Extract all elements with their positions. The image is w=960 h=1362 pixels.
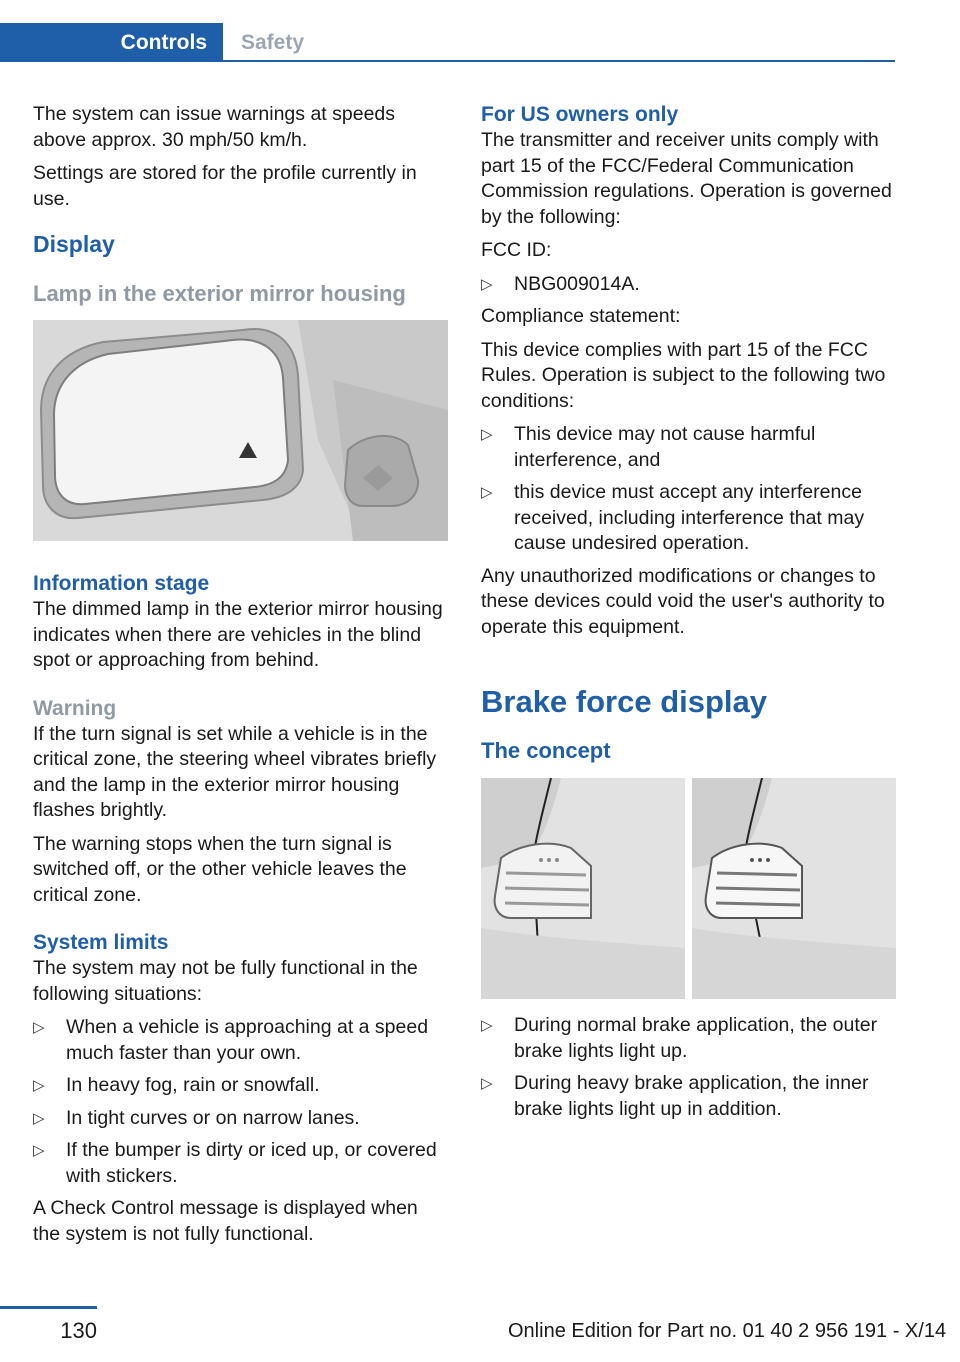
list-item-text: During normal brake application, the outer brake lights light up. — [514, 1014, 878, 1062]
heading-information-stage: Information stage — [33, 572, 210, 595]
list-item — [481, 1071, 896, 1122]
triangle-bullet-icon: ▷ — [33, 1077, 45, 1094]
list-item-text: If the bumper is dirty or iced up, or covered with stickers. — [66, 1139, 437, 1187]
list-item — [481, 422, 896, 473]
brake-light-heavy-image — [692, 778, 896, 999]
mirror-image — [33, 320, 448, 541]
conditions-list — [481, 422, 896, 557]
heading-system-limits: System limits — [33, 931, 169, 954]
list-item-text: NBG009014A. — [514, 272, 640, 295]
paragraph: The system may not be fully functional in the following situations: — [33, 957, 418, 1005]
page-number: 130 — [60, 1318, 97, 1343]
heading-lamp: Lamp in the exterior mirror housing — [33, 281, 406, 306]
paragraph: The transmitter and receiver units comply with part 15 of the FCC/Federal Communication Commission regulations. Operation is governed by the following: — [481, 129, 892, 228]
list-item-text: This device may not cause harmful interference, and — [514, 423, 816, 471]
heading-display: Display — [33, 231, 115, 257]
heading-concept: The concept — [481, 738, 611, 763]
paragraph: FCC ID: — [481, 239, 552, 261]
mirror-illustration — [33, 320, 448, 541]
fcc-id-list — [481, 272, 896, 298]
limits-list — [33, 1015, 448, 1189]
footer-rule — [0, 1306, 97, 1309]
list-item-text: During heavy brake application, the inner brake lights light up in addition. — [514, 1072, 869, 1120]
right-column — [481, 102, 896, 1129]
edition-note: Online Edition for Part no. 01 40 2 956 191 - X/14 — [508, 1320, 947, 1342]
paragraph: If the turn signal is set while a vehicle is in the critical zone, the steering wheel vibrates briefly and the lamp in the exterior mirror housing flashes brightly. — [33, 722, 437, 821]
tab-safety[interactable]: Safety — [241, 31, 305, 54]
brake-list — [481, 1013, 896, 1122]
page-header — [0, 23, 895, 62]
list-item — [33, 1138, 448, 1189]
paragraph: Settings are stored for the profile currently in use. — [33, 162, 417, 210]
list-item-text: In heavy fog, rain or snowfall. — [66, 1074, 320, 1096]
left-column — [33, 102, 448, 1255]
paragraph: The dimmed lamp in the exterior mirror housing indicates when there are vehicles in the blind spot or approaching from behind. — [33, 598, 443, 671]
list-item-text: In tight curves or on narrow lanes. — [66, 1106, 360, 1129]
heading-us-owners: For US owners only — [481, 103, 679, 126]
header-rule — [223, 60, 895, 62]
triangle-bullet-icon: ▷ — [481, 1075, 493, 1092]
list-item — [481, 480, 896, 557]
paragraph: A Check Control message is displayed when the system is not fully functional. — [33, 1197, 418, 1245]
tab-controls[interactable]: Controls — [0, 23, 223, 62]
paragraph: This device complies with part 15 of the FCC Rules. Operation is subject to the following two conditions: — [481, 338, 886, 412]
tail-light-outer-image — [481, 778, 685, 999]
list-item-text: When a vehicle is approaching at a speed much faster than your own. — [66, 1016, 429, 1064]
triangle-bullet-icon: ▷ — [33, 1142, 45, 1159]
paragraph: Compliance statement: — [481, 305, 681, 327]
list-item — [33, 1015, 448, 1066]
heading-warning: Warning — [33, 696, 117, 720]
triangle-bullet-icon: ▷ — [481, 484, 493, 501]
list-item — [481, 1013, 896, 1064]
brake-light-illustrations — [481, 778, 896, 999]
triangle-bullet-icon: ▷ — [481, 275, 493, 293]
list-item-text: this device must accept any interference received, including interference that may cause undesired operation. — [514, 481, 865, 554]
tail-light-inner-image — [692, 778, 896, 999]
triangle-bullet-icon: ▷ — [33, 1019, 45, 1036]
paragraph: The warning stops when the turn signal is switched off, or the other vehicle leaves the critical zone. — [33, 832, 407, 906]
triangle-bullet-icon: ▷ — [481, 426, 493, 443]
list-item — [481, 272, 896, 298]
list-item — [33, 1073, 448, 1099]
triangle-bullet-icon: ▷ — [481, 1017, 493, 1034]
list-item — [33, 1106, 448, 1132]
paragraph: Any unauthorized modifications or changes to these devices could void the user's authority to operate this equipment. — [481, 564, 885, 638]
heading-brake-force-display: Brake force display — [481, 684, 768, 719]
paragraph: The system can issue warnings at speeds above approx. 30 mph/50 km/h. — [33, 103, 396, 151]
triangle-bullet-icon: ▷ — [33, 1109, 45, 1127]
brake-light-normal-image — [481, 778, 685, 999]
